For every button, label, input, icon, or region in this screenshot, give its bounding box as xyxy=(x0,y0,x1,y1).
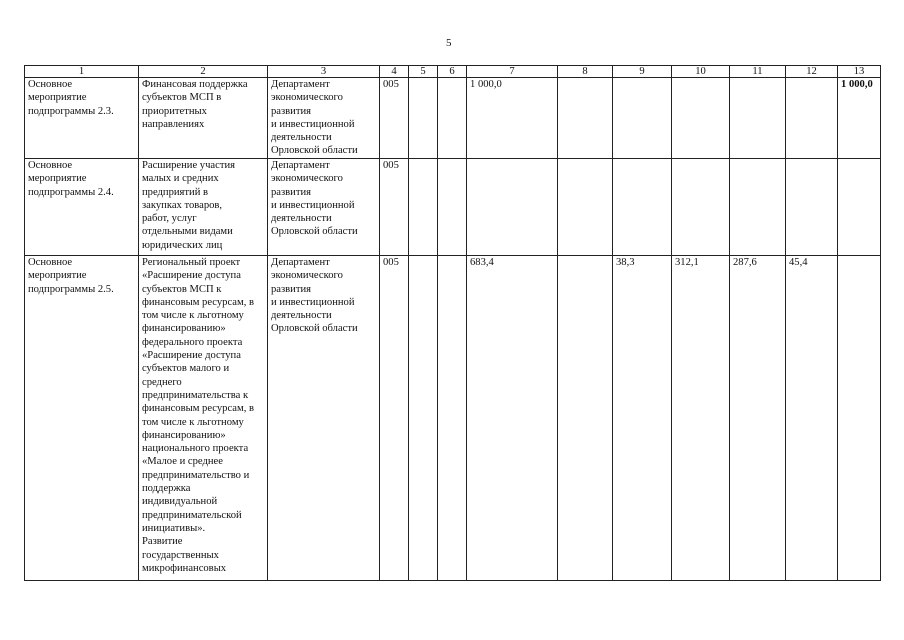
executor: Департамент экономического развития и инвестиционной деятельности Орловской области xyxy=(268,78,380,159)
column-header: 8 xyxy=(558,66,613,78)
value-cell xyxy=(558,256,613,581)
column-header: 4 xyxy=(380,66,409,78)
code-cell: 005 xyxy=(380,78,409,159)
table-row xyxy=(25,159,881,256)
program-table xyxy=(24,65,881,581)
value-cell xyxy=(672,78,730,159)
value-cell xyxy=(613,159,672,256)
executor: Департамент экономического развития и инвестиционной деятельности Орловской области xyxy=(268,256,380,581)
value-cell xyxy=(438,78,467,159)
value-cell xyxy=(786,159,838,256)
event-description: Региональный проект «Расширение доступа субъектов МСП к финансовым ресурсам, в том числе к льготному финансированию» федерального проекта «Расширение доступа субъектов малого и среднего предпринимательства к финансовым ресурсам, в том числе к льготному финансированию» национального проекта «Малое и среднее предпринимательство и поддержка индивидуальной предпринимательской инициативы». Развитие государственных микрофинансовых xyxy=(139,256,268,581)
code-cell: 005 xyxy=(380,159,409,256)
event-description: Финансовая поддержка субъектов МСП в приоритетных направлениях xyxy=(139,78,268,159)
value-cell: 287,6 xyxy=(730,256,786,581)
column-header: 9 xyxy=(613,66,672,78)
value-cell xyxy=(409,78,438,159)
event-description: Расширение участия малых и средних предприятий в закупках товаров, работ, услуг отдельными видами юридических лиц xyxy=(139,159,268,256)
value-cell xyxy=(786,78,838,159)
value-cell xyxy=(838,159,881,256)
value-cell: 45,4 xyxy=(786,256,838,581)
column-header: 3 xyxy=(268,66,380,78)
table-row xyxy=(25,256,881,581)
code-cell: 005 xyxy=(380,256,409,581)
column-header: 11 xyxy=(730,66,786,78)
column-header: 1 xyxy=(25,66,139,78)
value-cell xyxy=(672,159,730,256)
value-cell xyxy=(730,78,786,159)
event-name: Основное мероприятие подпрограммы 2.3. xyxy=(25,78,139,159)
column-header: 7 xyxy=(467,66,558,78)
value-cell: 1 000,0 xyxy=(838,78,881,159)
executor: Департамент экономического развития и инвестиционной деятельности Орловской области xyxy=(268,159,380,256)
value-cell xyxy=(558,78,613,159)
value-cell: 38,3 xyxy=(613,256,672,581)
column-header: 12 xyxy=(786,66,838,78)
event-name: Основное мероприятие подпрограммы 2.4. xyxy=(25,159,139,256)
value-cell xyxy=(438,159,467,256)
column-header: 13 xyxy=(838,66,881,78)
column-header: 2 xyxy=(139,66,268,78)
column-header: 6 xyxy=(438,66,467,78)
total-cell: 683,4 xyxy=(467,256,558,581)
total-cell xyxy=(467,159,558,256)
column-header: 5 xyxy=(409,66,438,78)
table-row xyxy=(25,78,881,159)
page-number: 5 xyxy=(446,37,452,49)
value-cell xyxy=(438,256,467,581)
event-name: Основное мероприятие подпрограммы 2.5. xyxy=(25,256,139,581)
value-cell xyxy=(730,159,786,256)
value-cell xyxy=(838,256,881,581)
column-number-row xyxy=(25,66,881,78)
total-cell: 1 000,0 xyxy=(467,78,558,159)
value-cell xyxy=(613,78,672,159)
value-cell xyxy=(409,159,438,256)
column-header: 10 xyxy=(672,66,730,78)
value-cell: 312,1 xyxy=(672,256,730,581)
value-cell xyxy=(409,256,438,581)
value-cell xyxy=(558,159,613,256)
